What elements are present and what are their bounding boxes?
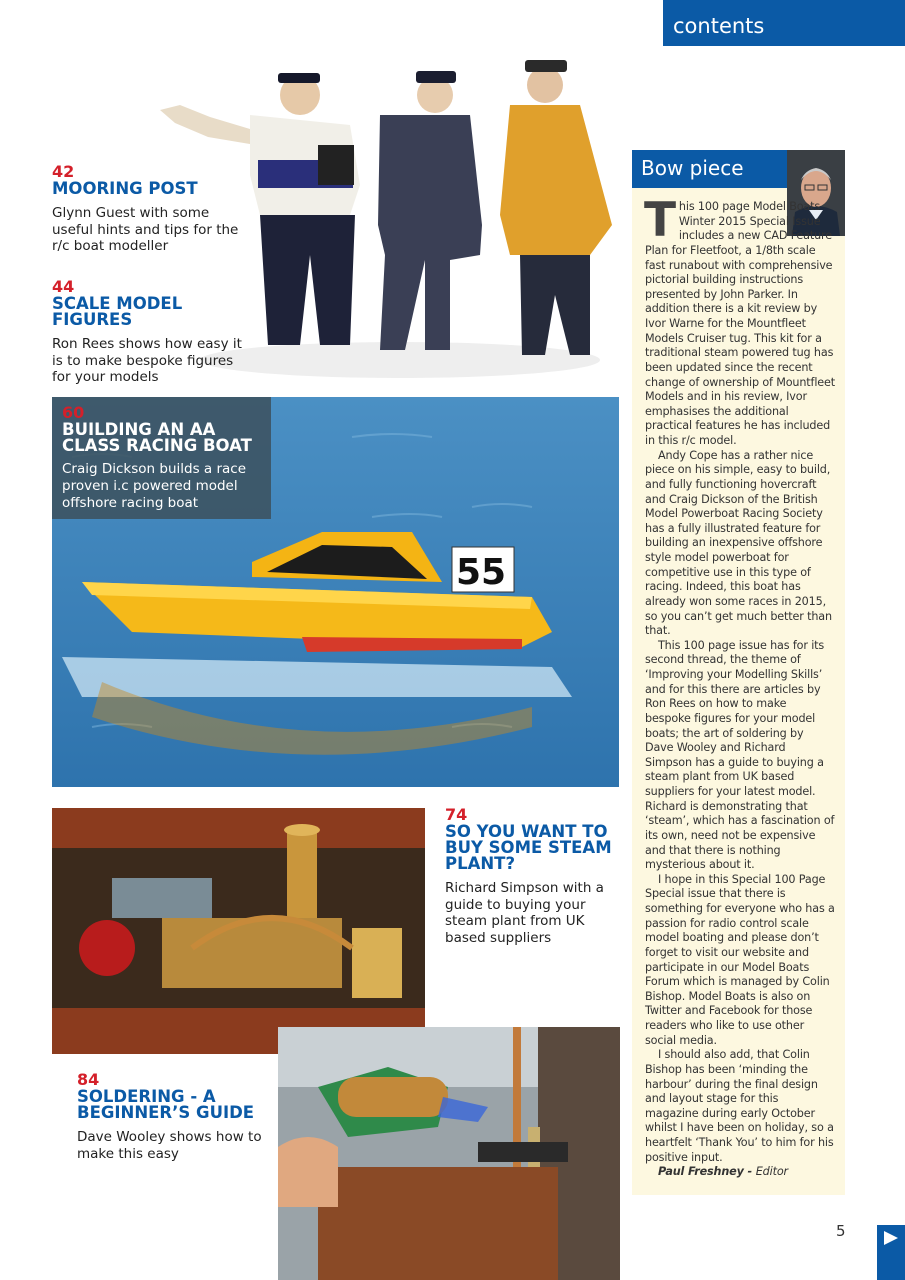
contents-entry-74[interactable] [445, 805, 625, 946]
entry-page-number: 60 [62, 403, 85, 422]
contents-entry-84[interactable] [77, 1070, 277, 1162]
entry-title-line: SCALE MODEL [52, 294, 183, 313]
entry-title-line: PLANT? [445, 854, 516, 873]
soldering-photo [278, 1027, 620, 1280]
entry-title [52, 296, 252, 328]
entry-title: MOORING POST [52, 179, 198, 198]
page-number: 5 [836, 1222, 846, 1240]
editor-name: Paul Freshney [658, 1165, 744, 1179]
editor-signature [645, 1165, 835, 1180]
editorial-paragraph [644, 193, 835, 449]
entry-title [445, 824, 625, 872]
next-page-button[interactable] [877, 1225, 905, 1280]
entry-page-number: 42 [52, 162, 75, 181]
entry-title-line: BUILDING AN AA [62, 420, 216, 439]
entry-description: Craig Dickson builds a race proven i.c powered model offshore racing boat [62, 461, 247, 511]
entry-description: Dave Wooley shows how to make this easy [77, 1129, 262, 1162]
entry-title-line: SOLDERING - A [77, 1087, 216, 1106]
contents-entry-44[interactable] [52, 277, 252, 386]
editorial-heading: Bow piece [632, 150, 787, 188]
editor-role: Editor [755, 1165, 788, 1179]
signature-separator: - [743, 1165, 756, 1179]
editorial-paragraph: I should also add, that Colin Bishop has been ‘minding the harbour’ during the final design and layout stage for this magazine during early October whilst I have been on holiday, so a heartfelt ‘Thank You’ to him for his positive input. [645, 1048, 834, 1164]
entry-description: Glynn Guest with some useful hints and tips for the r/c boat modeller [52, 205, 239, 254]
editorial-paragraph-text: his 100 page Model Boats Winter 2015 Special Issue includes a new CAD Feature Plan for Fleetfoot, a 1/8th scale fast runabout with comprehensive pictorial building instructions presented by John Parker. In addition there is a kit review by Ivor Warne for the Mountfleet Models Cruiser tug. This kit for a traditional steam powered tug has been updated since the recent change of ownership of Mountfleet Models and in his review, Ivor emphasises the additional practical features he has included in this r/c model. [645, 200, 835, 447]
editorial-paragraph: I hope in this Special 100 Page Special issue that there is something for everyone who has a passion for radio control scale model boating and please don’t forget to visit our website and participate in our Model Boats Forum which is managed by Colin Bishop. Model Boats is also on Twitter and Facebook for those readers who like to use other social media. [645, 872, 835, 1047]
entry-page-number: 44 [52, 277, 75, 296]
entry-page-number: 74 [445, 805, 468, 824]
editorial-body [644, 193, 835, 1180]
contents-entry-60[interactable] [52, 397, 271, 519]
entry-description: Richard Simpson with a guide to buying your steam plant from UK based suppliers [445, 880, 604, 946]
entry-title-line: CLASS RACING BOAT [62, 436, 252, 455]
play-arrow-icon [883, 1230, 899, 1246]
section-tab-contents: contents [663, 0, 905, 46]
entry-title [77, 1089, 277, 1121]
drop-cap: T [644, 193, 676, 248]
entry-title-line: BEGINNER’S GUIDE [77, 1103, 255, 1122]
boat-racing-number: 55 [456, 552, 507, 593]
contents-entry-42[interactable] [52, 162, 252, 255]
entry-title [62, 422, 261, 454]
entry-title-line: FIGURES [52, 310, 133, 329]
editorial-paragraph: Andy Cope has a rather nice piece on his simple, easy to build, and fully functioning hovercraft and Craig Dickson of the British Model Powerboat Racing Society has a fully illustrated feature for building an inexpensive offshore style model powerboat for competitive use in this type of racing. Indeed, this boat has already won some races in 2015, so you can’t get much better than that. [645, 448, 832, 638]
entry-title-line: SO YOU WANT TO [445, 822, 608, 841]
editorial-paragraph: This 100 page issue has for its second thread, the theme of ‘Improving your Modelling Skills’ and for this there are articles by Ron Rees on how to make bespoke figures for your model boats; the art of soldering by Dave Wooley and Richard Simpson has a guide to buying a steam plant from UK based suppliers for your latest model. Richard is demonstrating that ‘steam’, which has a fascination of its own, need not be expensive and that there is nothing mysterious about it. [645, 638, 835, 872]
entry-description: Ron Rees shows how easy it is to make bespoke figures for your models [52, 336, 242, 385]
entry-page-number: 84 [77, 1070, 100, 1089]
entry-title-line: BUY SOME STEAM [445, 838, 612, 857]
steam-plant-photo [52, 808, 425, 1054]
